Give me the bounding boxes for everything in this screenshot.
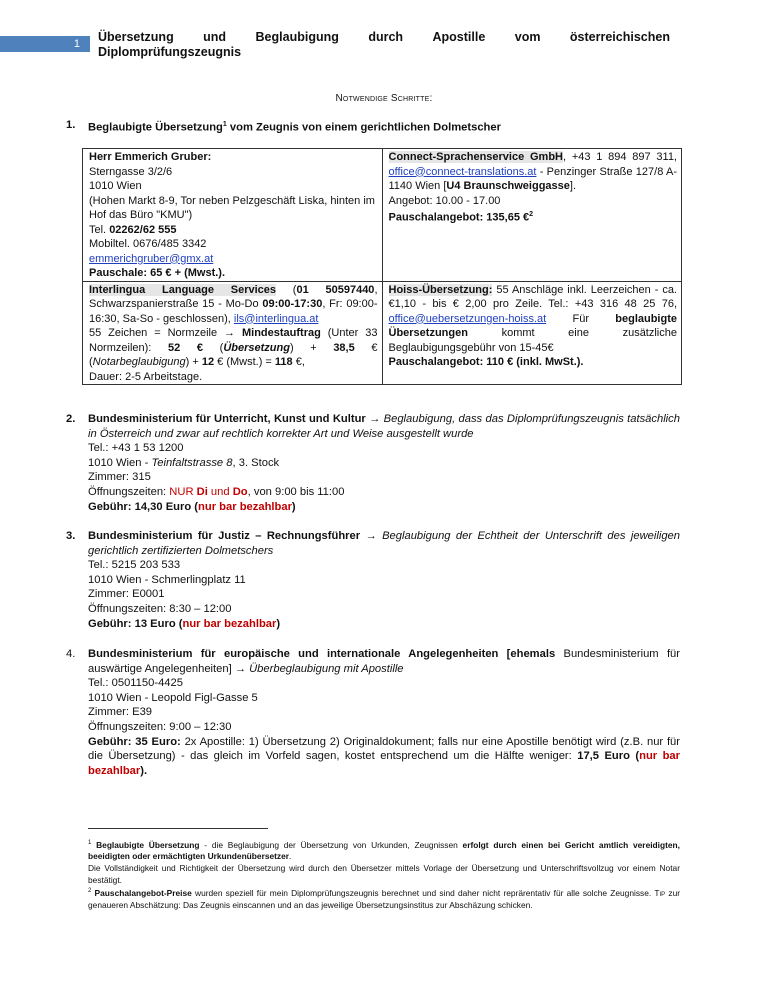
subheading: Notwendige Schritte:	[335, 93, 433, 104]
document-title	[98, 30, 670, 60]
step-number: 2.	[66, 413, 76, 425]
arrow-icon: →	[224, 327, 236, 339]
mobile-line: Mobiltel. 0676/485 3342	[89, 238, 207, 250]
room-line: Zimmer: 315	[88, 471, 151, 484]
room-line: Zimmer: E39	[88, 706, 153, 719]
email-link[interactable]: office@uebersetzungen-hoiss.at	[388, 312, 547, 325]
footnote-1: $^1$ Beglaubigte Übersetzung - die Beglaubigung der Übersetzung von Urkunden, Zeugnissen erfolgt durch einen bei Gericht amtlich vereidigten, beeidigten oder ermächtigten Urkundenübersetzer.	[88, 839, 680, 862]
room-line: Zimmer: E0001	[88, 588, 165, 601]
fee-line: Gebühr: 14,30 Euro (nur bar bezahlbar)	[88, 500, 296, 513]
title-word: durch	[368, 30, 404, 44]
arrow-icon: →	[365, 530, 377, 542]
offer-line: Angebot: 10.00 - 17.00	[388, 194, 501, 207]
interlingua-info: Interlingua Language Services (01 50597440, Schwarzspanierstraße 15 - Mo-Do 09:00-17:30, Fr: 09:00-16:30, Sa-So - geschlossen), ils@interlingua.at	[89, 283, 378, 325]
step-number: 4.	[66, 648, 76, 660]
email-link[interactable]: ils@interlingua.at	[233, 312, 319, 325]
title-word: und	[203, 30, 227, 44]
hours-line: Öffnungszeiten: NUR Di und Do, von 9:00 bis 11:00	[88, 485, 345, 498]
cell-hoiss	[382, 281, 682, 385]
fee-line: Pauschale: 65 € + (Mwst.).	[89, 267, 226, 279]
translator-table	[82, 148, 682, 385]
arrow-icon: →	[234, 662, 246, 675]
footnote-1-cont: Die Vollständigkeit und Richtigkeit der Übersetzung wird durch den Übersetzer mittels Vorlage der Übersetzung und Unterschriftsvollzug vor einem Notar bestätigt.	[88, 862, 680, 885]
phone-line: Tel.: +43 1 53 1200	[88, 442, 184, 455]
duration-line: Dauer: 2-5 Arbeitstage.	[89, 370, 203, 383]
pricing-line: 55 Zeichen = Normzeile → Mindestauftrag (Unter 33 Normzeilen): 52 € (Übersetzung) + 38,5 € (Notarbeglaubigung) + 12 € (Mwst.) = 118 €,	[89, 327, 378, 368]
cell-connect	[382, 149, 682, 282]
email-link[interactable]: office@connect-translations.at	[388, 165, 537, 178]
cell-interlingua	[83, 281, 383, 385]
title-word: österreichischen	[569, 30, 670, 44]
hours-line: Öffnungszeiten: 9:00 – 12:30	[88, 720, 232, 733]
step-4	[66, 647, 680, 778]
step-4-title: Bundesministerium für europäische und internationale Angelegenheiten [ehemals Bundesministerium für auswärtige Angelegenheiten] → Überbeglaubigung mit Apostille	[88, 648, 680, 675]
footnote-separator	[88, 828, 268, 829]
address-line: 1010 Wien - Teinfaltstrasse 8, 3. Stock	[88, 456, 280, 469]
address-line: 1010 Wien	[89, 180, 142, 192]
fee-line: Gebühr: 13 Euro (nur bar bezahlbar)	[88, 617, 281, 630]
address-line: Sterngasse 3/2/6	[89, 165, 173, 178]
title-word: Übersetzung	[98, 30, 174, 44]
address-line: 1010 Wien - Leopold Figl-Gasse 5	[88, 691, 258, 704]
address-line: 1010 Wien - Schmerlingplatz 11	[88, 573, 246, 586]
table-row	[83, 149, 682, 282]
address-hint: (Hohen Markt 8-9, Tor neben Pelzgeschäft Liska, hinten im Hof das Büro "KMU")	[89, 194, 375, 221]
step-3	[66, 529, 680, 631]
phone-line: Tel.: 5215 203 533	[88, 559, 181, 572]
title-word: Apostille	[432, 30, 486, 44]
fee-line: Pauschalangebot: 135,65 €$^2$	[388, 211, 534, 224]
fee-line: Gebühr: 35 Euro: 2x Apostille: 1) Übersetzung 2) Originaldokument; falls nur eine Apostille benötigt wird (z.B. nur für die Übersetzung) - das gleich im Vorfeld sagen, kostet entsprechend um die Hälfte weniger: 17,5 Euro (nur bar bezahlbar).	[88, 735, 681, 777]
cell-gruber	[83, 149, 383, 282]
phone-line: Tel.: 0501150-4425	[88, 677, 183, 690]
hoiss-info: Hoiss-Übersetzung: 55 Anschläge inkl. Leerzeichen - ca. €1,10 - bis € 2,00 pro Zeile. Tel.: +43 316 48 25 76, office@uebersetzungen-hoiss.at Für beglaubigte Übersetzungen kommt eine zusätzliche Beglaubigungsgebühr von 15-45€	[388, 283, 677, 354]
page-number-badge: 1	[0, 36, 90, 52]
step-number: 3.	[66, 530, 76, 542]
step-1-title: Beglaubigte Übersetzung$^1$ vom Zeugnis von einem gerichtlichen Dolmetscher	[88, 121, 501, 134]
fee-line: Pauschalangebot: 110 € (inkl. MwSt.).	[388, 356, 584, 368]
hours-line: Öffnungszeiten: 8:30 – 12:00	[88, 602, 232, 615]
title-line-2: Diplomprüfungszeugnis	[98, 45, 242, 59]
step-2	[66, 412, 680, 514]
translator-name: Herr Emmerich Gruber:	[89, 151, 212, 163]
title-word: Beglaubigung	[255, 30, 339, 44]
table-row	[83, 281, 682, 385]
step-3-title: Bundesministerium für Justiz – Rechnungsführer → Beglaubigung der Echtheit der Unterschrift des jeweiligen gerichtlich zertifizierten Dolmetschers	[88, 530, 680, 557]
step-number: 1.	[66, 119, 76, 131]
footnote-ref[interactable]: 1	[222, 121, 227, 128]
arrow-icon: →	[369, 413, 381, 425]
title-line-1	[98, 30, 670, 45]
title-word: vom	[514, 30, 541, 44]
connect-info: Connect-Sprachenservice GmbH, +43 1 894 897 311, office@connect-translations.at - Penzinger Straße 127/8 A-1140 Wien [U4 Braunschweiggasse].	[388, 151, 677, 192]
footnotes	[88, 838, 680, 911]
footnote-2: $^2$ Pauschalangebot-Preise wurden speziell für mein Diplomprüfungszeugnis berechnet und sind daher nicht reprärentativ für alle solche Zeugnisse. Tip zur genaueren Abschätzung: Das Zeugnis einscannen und an das jeweilige Übersetzungsinstitus zur Abschäzung schicken.	[88, 887, 681, 910]
step-1	[66, 118, 680, 135]
phone-line: Tel. 02262/62 555	[89, 223, 177, 236]
step-2-title: Bundesministerium für Unterricht, Kunst und Kultur → Beglaubigung, dass das Diplomprüfungszeugnis tatsächlich in Österreich und zwar auf rechtlich korrekter Art und Weise ausgestellt wurde	[88, 413, 680, 440]
email-link[interactable]: emmerichgruber@gmx.at	[89, 252, 214, 265]
footnote-ref[interactable]: 2	[529, 211, 534, 218]
